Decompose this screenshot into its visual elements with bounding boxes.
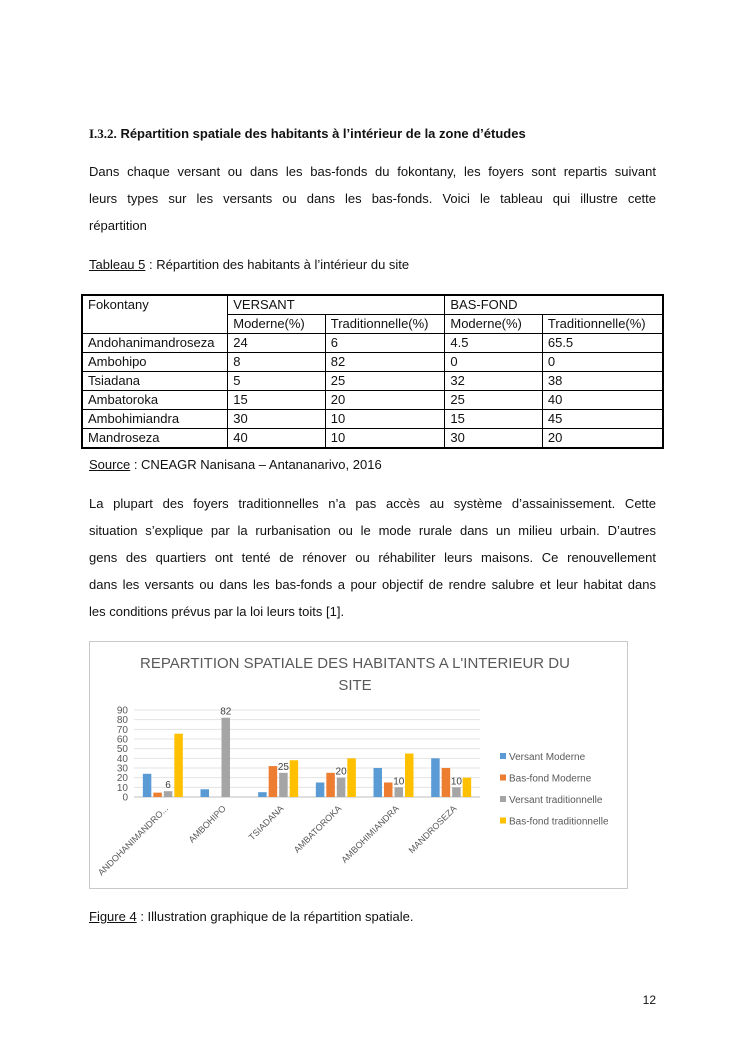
table-row xyxy=(82,334,663,353)
data-label: 82 xyxy=(220,706,232,718)
bar xyxy=(384,783,393,798)
table-cell: 8 xyxy=(228,353,326,372)
subheader-cell: Moderne(%) xyxy=(445,315,543,334)
paragraph-2-line: La plupart des foyers traditionnelles n’a pas accès au système d’assainissement. Cette xyxy=(89,496,656,511)
table-cell: 15 xyxy=(445,410,543,429)
table-cell: 0 xyxy=(542,353,663,372)
y-tick-label: 0 xyxy=(122,792,128,804)
table-cell: Mandroseza xyxy=(82,429,228,449)
table-cell: Ambohimiandra xyxy=(82,410,228,429)
bar xyxy=(347,758,356,797)
paragraph-1-line: répartition xyxy=(89,218,147,233)
header-versant: VERSANT xyxy=(228,295,445,315)
y-tick-label: 70 xyxy=(116,724,128,736)
chart-gridlines xyxy=(134,710,480,797)
paragraph-1-line: leurs types sur les versants ou dans les bas-fonds. Voici le tableau qui illustre cette xyxy=(89,191,656,206)
table-cell: 82 xyxy=(325,353,445,372)
figure-caption-text: : Illustration graphique de la répartition spatiale. xyxy=(136,909,414,924)
chart-x-axis xyxy=(96,803,459,877)
y-tick-label: 20 xyxy=(116,773,128,785)
bar xyxy=(326,773,335,797)
bar xyxy=(258,792,267,797)
y-tick-label: 90 xyxy=(116,705,128,717)
table-row xyxy=(82,429,663,449)
source-label: Source xyxy=(89,457,131,472)
source-text: : CNEAGR Nanisana – Antananarivo, 2016 xyxy=(130,457,382,472)
data-label: 20 xyxy=(335,766,347,778)
figure-caption-label: Figure 4 xyxy=(89,909,137,924)
x-tick-label: TSIADANA xyxy=(246,803,286,843)
paragraph-1 xyxy=(89,158,656,239)
data-label: 25 xyxy=(277,761,289,773)
chart-title-line: SITE xyxy=(338,677,372,694)
table-cell: 32 xyxy=(445,372,543,391)
table-cell: 4.5 xyxy=(445,334,543,353)
table-cell: 30 xyxy=(228,410,326,429)
section-number: I.3.2. xyxy=(89,126,117,141)
table-cell: 25 xyxy=(445,391,543,410)
chart-frame xyxy=(89,641,628,889)
data-label: 10 xyxy=(450,776,462,788)
bar xyxy=(395,787,404,797)
page-number: 12 xyxy=(642,993,656,1007)
y-tick-label: 40 xyxy=(116,753,128,765)
x-tick-label: AMBATOROKA xyxy=(291,803,344,855)
table-row xyxy=(82,353,663,372)
bar xyxy=(452,787,461,797)
bar xyxy=(431,758,440,797)
subheader-cell: Traditionnelle(%) xyxy=(542,315,663,334)
bar xyxy=(269,766,278,797)
table-cell: Ambohipo xyxy=(82,353,228,372)
distribution-table xyxy=(81,294,664,449)
table-cell: 45 xyxy=(542,410,663,429)
legend-swatch xyxy=(500,796,506,802)
table-cell: 6 xyxy=(325,334,445,353)
header-bas-fond: BAS-FOND xyxy=(445,295,663,315)
bar xyxy=(463,778,472,797)
table-row xyxy=(82,410,663,429)
table-cell: 20 xyxy=(325,391,445,410)
table-cell: Ambatoroka xyxy=(82,391,228,410)
section-heading xyxy=(89,126,526,142)
table-cell: 40 xyxy=(542,391,663,410)
table-cell: 5 xyxy=(228,372,326,391)
y-tick-label: 50 xyxy=(116,744,128,756)
legend-swatch xyxy=(500,753,506,759)
table-cell: Tsiadana xyxy=(82,372,228,391)
legend-label: Bas-fond traditionnelle xyxy=(509,816,609,828)
table-cell: 38 xyxy=(542,372,663,391)
figure-caption xyxy=(89,909,413,924)
legend-swatch xyxy=(500,775,506,781)
subheader-cell: Moderne(%) xyxy=(228,315,326,334)
table-caption-text: : Répartition des habitants à l’intérieur du site xyxy=(145,257,410,272)
data-label: 10 xyxy=(393,776,405,788)
bar xyxy=(153,793,162,797)
table-cell: 0 xyxy=(445,353,543,372)
bar xyxy=(279,773,288,797)
x-tick-label: MANDROSEZA xyxy=(406,803,459,856)
y-tick-label: 30 xyxy=(116,763,128,775)
legend-swatch xyxy=(500,818,506,824)
bar xyxy=(222,718,231,797)
paragraph-2-line: gens des quartiers ont tenté de rénover ou réhabiliter leurs maisons. Ce renouvellement xyxy=(89,550,656,565)
bar xyxy=(201,789,210,797)
bar xyxy=(174,734,183,797)
bar-chart xyxy=(90,642,629,890)
paragraph-2 xyxy=(89,490,656,625)
bar xyxy=(143,774,152,797)
table-caption-label: Tableau 5 xyxy=(89,257,146,272)
table-cell: Andohanimandroseza xyxy=(82,334,228,353)
bar xyxy=(374,768,383,797)
table-source xyxy=(89,457,382,472)
table-row xyxy=(82,391,663,410)
table-cell: 10 xyxy=(325,410,445,429)
bar xyxy=(337,778,346,797)
table-cell: 10 xyxy=(325,429,445,449)
chart-title-line: REPARTITION SPATIALE DES HABITANTS A L'INTERIEUR DU xyxy=(140,655,570,672)
legend-label: Versant Moderne xyxy=(509,752,586,763)
paragraph-1-line: Dans chaque versant ou dans les bas-fonds du fokontany, les foyers sont repartis suivant xyxy=(89,164,656,179)
table-cell: 65.5 xyxy=(542,334,663,353)
chart-legend xyxy=(500,752,609,828)
bar xyxy=(442,768,451,797)
paragraph-2-line: dans les versants ou dans les bas-fonds a pour objectif de rendre salubre et leur habitat dans xyxy=(89,577,656,592)
paragraph-2-line: situation s’explique par la rurbanisation ou le mode rurale dans un milieu urbain. D’autres xyxy=(89,523,656,538)
x-tick-label: AMBOHIMIANDRA xyxy=(339,803,401,865)
table-header-row xyxy=(82,295,663,315)
table-cell: 40 xyxy=(228,429,326,449)
bar xyxy=(405,754,414,798)
header-fokontany: Fokontany xyxy=(82,295,228,334)
legend-label: Versant traditionnelle xyxy=(509,795,603,806)
table-cell: 15 xyxy=(228,391,326,410)
bar xyxy=(290,760,299,797)
table-cell: 30 xyxy=(445,429,543,449)
x-tick-label: ANDOHANIMANDRO... xyxy=(95,803,171,878)
table-cell: 25 xyxy=(325,372,445,391)
y-tick-label: 10 xyxy=(116,782,128,794)
y-tick-label: 80 xyxy=(116,715,128,727)
y-tick-label: 60 xyxy=(116,734,128,746)
legend-label: Bas-fond Moderne xyxy=(509,773,592,785)
bar xyxy=(164,791,173,797)
bar xyxy=(316,783,325,798)
table-row xyxy=(82,372,663,391)
paragraph-2-line: les conditions prévus par la loi leurs toits [1]. xyxy=(89,604,345,619)
section-title: Répartition spatiale des habitants à l’intérieur de la zone d’études xyxy=(120,126,526,141)
subheader-cell: Traditionnelle(%) xyxy=(325,315,445,334)
x-tick-label: AMBOHIPO xyxy=(186,803,228,845)
table-caption xyxy=(89,257,409,272)
chart-y-axis xyxy=(117,706,129,804)
table-cell: 20 xyxy=(542,429,663,449)
data-label: 6 xyxy=(165,780,171,792)
table-cell: 24 xyxy=(228,334,326,353)
